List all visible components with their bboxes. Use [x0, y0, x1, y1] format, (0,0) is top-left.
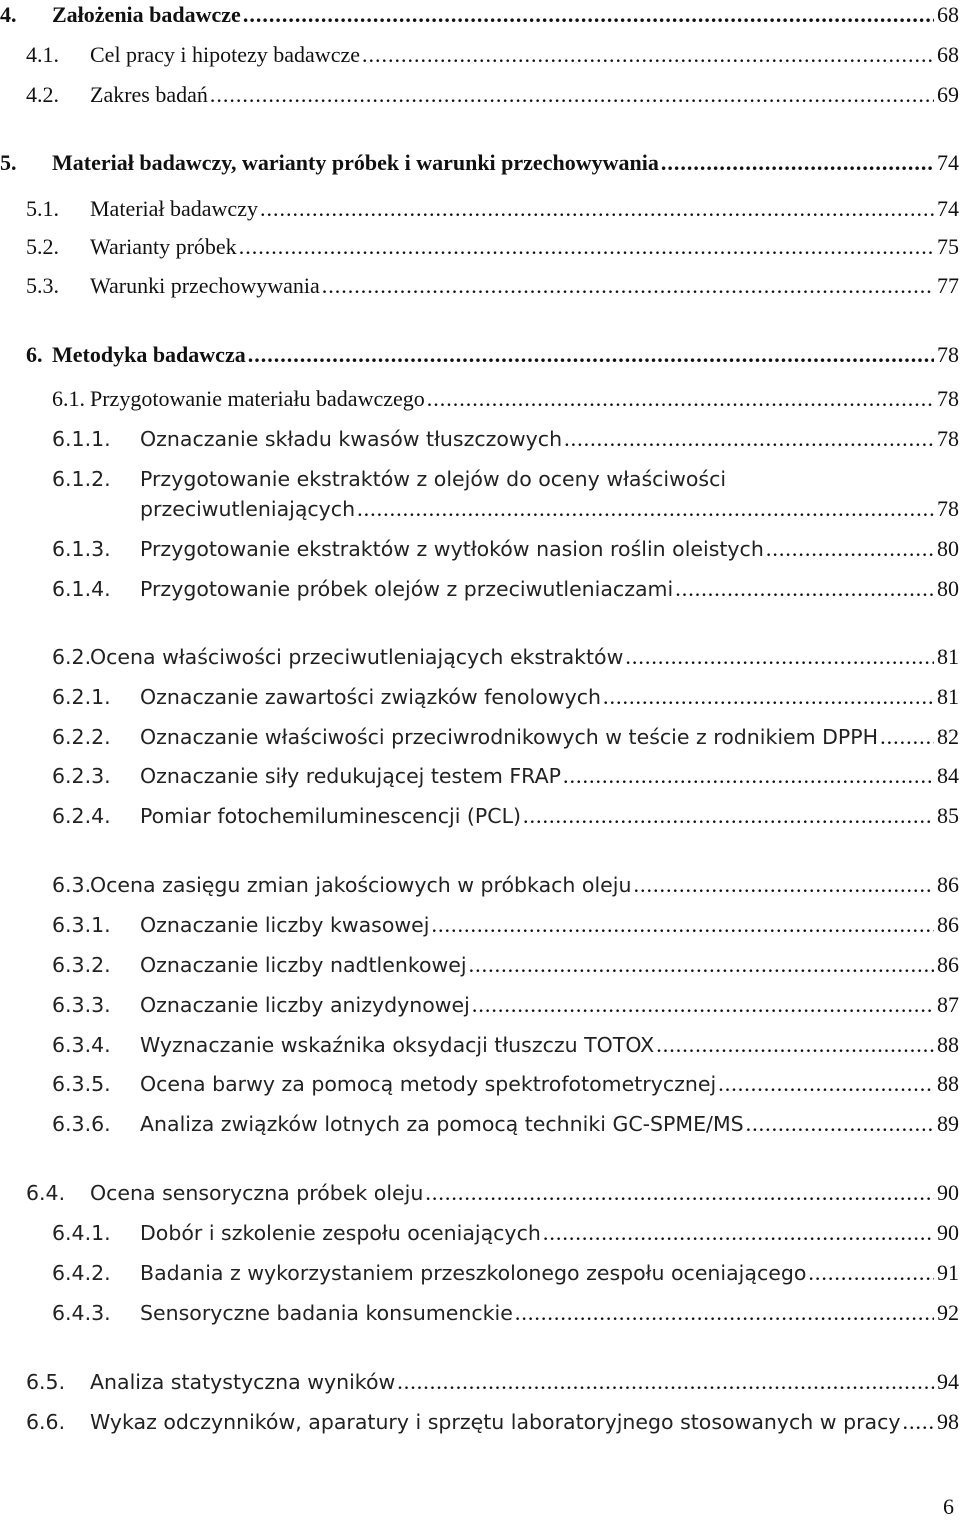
toc-title-row	[52, 148, 960, 178]
toc-title: Dobór i szkolenie zespołu oceniających	[140, 1221, 541, 1245]
toc-page: 88	[937, 1032, 959, 1057]
toc-title: Metodyka badawcza	[52, 342, 246, 367]
toc-title: Zakres badań	[90, 82, 208, 107]
toc-page: 85	[937, 803, 959, 828]
toc-entry-6-4-2[interactable]	[0, 1258, 960, 1288]
toc-page: 74	[937, 196, 959, 221]
toc-entry-6-3-4[interactable]	[0, 1030, 960, 1060]
toc-page: 94	[937, 1369, 959, 1394]
toc-page: 68	[937, 2, 959, 27]
toc-entry-6-3[interactable]	[0, 870, 960, 900]
toc-number: 6.2.3.	[52, 764, 111, 788]
dot-leader	[808, 1258, 934, 1288]
toc-number: 6.1.2.	[52, 467, 111, 491]
toc-title-row	[140, 910, 960, 940]
toc-number: 6.3.4.	[52, 1033, 111, 1057]
dot-leader	[239, 232, 934, 262]
toc-title: Sensoryczne badania konsumenckie	[140, 1301, 513, 1325]
toc-title-row	[140, 722, 960, 752]
dot-leader	[563, 761, 934, 791]
toc-title-row	[140, 950, 960, 980]
toc-title-row	[140, 1030, 960, 1060]
dot-leader	[746, 1109, 934, 1139]
dot-leader	[564, 424, 934, 454]
toc-title-row	[52, 340, 960, 370]
dot-leader	[322, 271, 934, 301]
dot-leader	[902, 1407, 934, 1437]
toc-number: 4.1.	[26, 42, 59, 67]
dot-leader	[260, 194, 934, 224]
toc-title: Oznaczanie właściwości przeciwrodnikowych w teście z rodnikiem DPPH	[140, 725, 879, 749]
toc-entry-6-2-4[interactable]	[0, 801, 960, 831]
toc-title-row	[90, 1178, 960, 1208]
toc-page: 78	[937, 386, 959, 411]
dot-leader	[543, 1218, 934, 1248]
toc-title: Ocena właściwości przeciwutleniających ekstraktów	[90, 645, 624, 669]
toc-number: 6.2.2.	[52, 725, 111, 749]
toc-page: 74	[937, 150, 959, 175]
toc-entry-6-3-6[interactable]	[0, 1109, 960, 1139]
toc-title: Przygotowanie próbek olejów z przeciwutleniaczami	[140, 577, 674, 601]
toc-number: 6.2.4.	[52, 804, 111, 828]
toc-entry-6-4-3[interactable]	[0, 1298, 960, 1328]
toc-page: 78	[937, 426, 959, 451]
toc-title: Cel pracy i hipotezy badawcze	[90, 42, 360, 67]
toc-entry-5-2[interactable]	[0, 232, 960, 262]
dot-leader	[427, 384, 934, 414]
toc-title-row	[140, 990, 960, 1020]
toc-title-row	[90, 1367, 960, 1397]
toc-page: 84	[937, 763, 959, 788]
toc-title: Przygotowanie ekstraktów z wytłoków nasion roślin oleistych	[140, 537, 764, 561]
toc-title: Wykaz odczynników, aparatury i sprzętu laboratoryjnego stosowanych w pracy	[90, 1410, 901, 1434]
toc-title-row	[140, 424, 960, 454]
toc-page: 78	[937, 496, 959, 521]
toc-title: Materiał badawczy	[90, 196, 258, 221]
toc-number: 6.4.	[26, 1181, 66, 1205]
toc-page: 81	[937, 684, 959, 709]
toc-title: Oznaczanie składu kwasów tłuszczowych	[140, 427, 563, 451]
toc-entry-6-5[interactable]	[0, 1367, 960, 1397]
dot-leader	[880, 722, 934, 752]
toc-entry-5-1[interactable]	[0, 194, 960, 224]
toc-title-row	[140, 1298, 960, 1328]
toc-page: 80	[937, 536, 959, 561]
toc-title: Materiał badawczy, warianty próbek i warunki przechowywania	[52, 150, 659, 175]
toc-entry-6-4[interactable]	[0, 1178, 960, 1208]
toc-title: Oznaczanie liczby anizydynowej	[140, 993, 470, 1017]
toc-title-row	[52, 0, 960, 30]
toc-title-row	[140, 494, 960, 524]
toc-title: przeciwutleniających	[140, 497, 356, 521]
dot-leader	[397, 1367, 934, 1397]
toc-title-row	[140, 1258, 960, 1288]
toc-title: Założenia badawcze	[52, 2, 241, 27]
toc-title: Warunki przechowywania	[90, 273, 320, 298]
toc-page: 91	[937, 1260, 959, 1285]
toc-number: 6.1.3.	[52, 537, 111, 561]
toc-title: Oznaczanie liczby kwasowej	[140, 913, 430, 937]
toc-title: Oznaczanie zawartości związków fenolowych	[140, 685, 601, 709]
toc-number: 6.3.3.	[52, 993, 111, 1017]
dot-leader	[210, 80, 934, 110]
dot-leader	[633, 870, 934, 900]
dot-leader	[469, 950, 934, 980]
dot-leader	[718, 1069, 934, 1099]
toc-entry-6-3-2[interactable]	[0, 950, 960, 980]
toc-page: 69	[937, 82, 959, 107]
toc-title-row	[90, 80, 960, 110]
toc-title-row	[90, 870, 960, 900]
toc-title-row	[140, 801, 960, 831]
toc-title: Analiza związków lotnych za pomocą techniki GC-SPME/MS	[140, 1112, 744, 1136]
toc-entry-4-2[interactable]	[0, 80, 960, 110]
toc-entry-6-1-3[interactable]	[0, 534, 960, 564]
toc-title: Badania z wykorzystaniem przeszkolonego zespołu oceniającego	[140, 1261, 807, 1285]
toc-entry-6-1[interactable]	[0, 384, 960, 414]
toc-page: 88	[937, 1071, 959, 1096]
dot-leader	[523, 801, 934, 831]
toc-title: Wyznaczanie wskaźnika oksydacji tłuszczu TOTOX	[140, 1033, 655, 1057]
toc-title-row	[140, 574, 960, 604]
toc-number: 6.4.3.	[52, 1301, 111, 1325]
toc-title-row	[140, 1218, 960, 1248]
toc-entry-4-1[interactable]	[0, 40, 960, 70]
toc-entry-4[interactable]	[0, 0, 960, 30]
toc-number: 4.2.	[26, 82, 59, 107]
toc-number: 5.2.	[26, 234, 59, 259]
toc-title-row	[90, 384, 960, 414]
toc-title-row	[90, 232, 960, 262]
toc-number: 6.4.2.	[52, 1261, 111, 1285]
toc-title: Ocena zasięgu zmian jakościowych w próbkach oleju	[90, 873, 632, 897]
toc-page: 86	[937, 872, 959, 897]
toc-page: 75	[937, 234, 959, 259]
toc-title: Oznaczanie siły redukującej testem FRAP	[140, 764, 561, 788]
toc-title: Analiza statystyczna wyników	[90, 1370, 396, 1394]
toc-number: 6.3.1.	[52, 913, 111, 937]
toc-number: 6.5.	[26, 1370, 66, 1394]
toc-title: Warianty próbek	[90, 234, 237, 259]
toc-number: 5.1.	[26, 196, 59, 221]
dot-leader	[243, 0, 934, 30]
toc-entry-6-3-5[interactable]	[0, 1069, 960, 1099]
dot-leader	[656, 1030, 934, 1060]
toc-entry-6-4-1[interactable]	[0, 1218, 960, 1248]
toc-title-row	[90, 40, 960, 70]
dot-leader	[431, 910, 934, 940]
toc-title-row	[140, 534, 960, 564]
toc-number: 5.	[0, 150, 17, 175]
toc-page: 78	[937, 342, 959, 367]
toc-number: 6.3.	[52, 873, 92, 897]
toc-entry-6-3-3[interactable]	[0, 990, 960, 1020]
toc-title-row	[90, 642, 960, 672]
toc-number: 6.1.1.	[52, 427, 111, 451]
toc-title: Oznaczanie liczby nadtlenkowej	[140, 953, 467, 977]
toc-number: 6.2.	[52, 645, 92, 669]
dot-leader	[248, 340, 934, 370]
toc-number: 6.4.1.	[52, 1221, 111, 1245]
dot-leader	[766, 534, 934, 564]
toc-entry-6-2-2[interactable]	[0, 722, 960, 752]
toc-title: Przygotowanie materiału badawczego	[90, 386, 425, 411]
toc-title-line1: Przygotowanie ekstraktów z olejów do oceny właściwości	[140, 467, 727, 491]
toc-number: 6.	[26, 342, 43, 367]
toc-page: 86	[937, 952, 959, 977]
toc-number: 6.3.5.	[52, 1072, 111, 1096]
dot-leader	[357, 494, 934, 524]
dot-leader	[675, 574, 934, 604]
toc-entry-5[interactable]	[0, 148, 960, 178]
toc-page: 80	[937, 576, 959, 601]
toc-entry-6-3-1[interactable]	[0, 910, 960, 940]
toc-entry-6-1-1[interactable]	[0, 424, 960, 454]
toc-title-row	[140, 1109, 960, 1139]
toc-title-row	[140, 761, 960, 791]
toc-title-row	[90, 1407, 960, 1437]
dot-leader	[425, 1178, 934, 1208]
toc-title-row	[140, 1069, 960, 1099]
toc-title-row	[140, 682, 960, 712]
toc-title: Pomiar fotochemiluminescencji (PCL)	[140, 804, 522, 828]
toc-number: 6.1.4.	[52, 577, 111, 601]
dot-leader	[515, 1298, 934, 1328]
dot-leader	[625, 642, 934, 672]
toc-page: 81	[937, 644, 959, 669]
toc-title-row	[90, 194, 960, 224]
dot-leader	[472, 990, 934, 1020]
toc-number: 6.6.	[26, 1410, 66, 1434]
toc-entry-6-1-4[interactable]	[0, 574, 960, 604]
toc-number: 5.3.	[26, 273, 59, 298]
toc-title: Ocena sensoryczna próbek oleju	[90, 1181, 424, 1205]
toc-number: 6.3.6.	[52, 1112, 111, 1136]
toc-page: 82	[937, 724, 959, 749]
toc-page: 86	[937, 912, 959, 937]
toc-entry-6-2-1[interactable]	[0, 682, 960, 712]
dot-leader	[661, 148, 934, 178]
toc-number: 6.2.1.	[52, 685, 111, 709]
toc-entry-5-3[interactable]	[0, 271, 960, 301]
toc-page: 89	[937, 1111, 959, 1136]
toc-number: 6.3.2.	[52, 953, 111, 977]
toc-title: Ocena barwy za pomocą metody spektrofotometrycznej	[140, 1072, 717, 1096]
toc-entry-6-1-2-cont[interactable]	[0, 494, 960, 524]
toc-page: 92	[937, 1300, 959, 1325]
toc-entry-6-1-2[interactable]	[0, 464, 960, 494]
toc-page: 77	[937, 273, 959, 298]
toc-number: 6.1.	[52, 386, 85, 411]
page-number: 6	[943, 1494, 954, 1519]
toc-page: 87	[937, 992, 959, 1017]
dot-leader	[362, 40, 934, 70]
toc-number: 4.	[0, 2, 17, 27]
toc-page: 98	[937, 1409, 959, 1434]
toc-entry-6-2-3[interactable]	[0, 761, 960, 791]
toc-entry-6-6[interactable]	[0, 1407, 960, 1437]
toc-entry-6[interactable]	[0, 340, 960, 370]
dot-leader	[603, 682, 934, 712]
toc-entry-6-2[interactable]	[0, 642, 960, 672]
toc-page: 68	[937, 42, 959, 67]
toc-title-row	[90, 271, 960, 301]
toc-page: 90	[937, 1220, 959, 1245]
toc-page: 90	[937, 1180, 959, 1205]
